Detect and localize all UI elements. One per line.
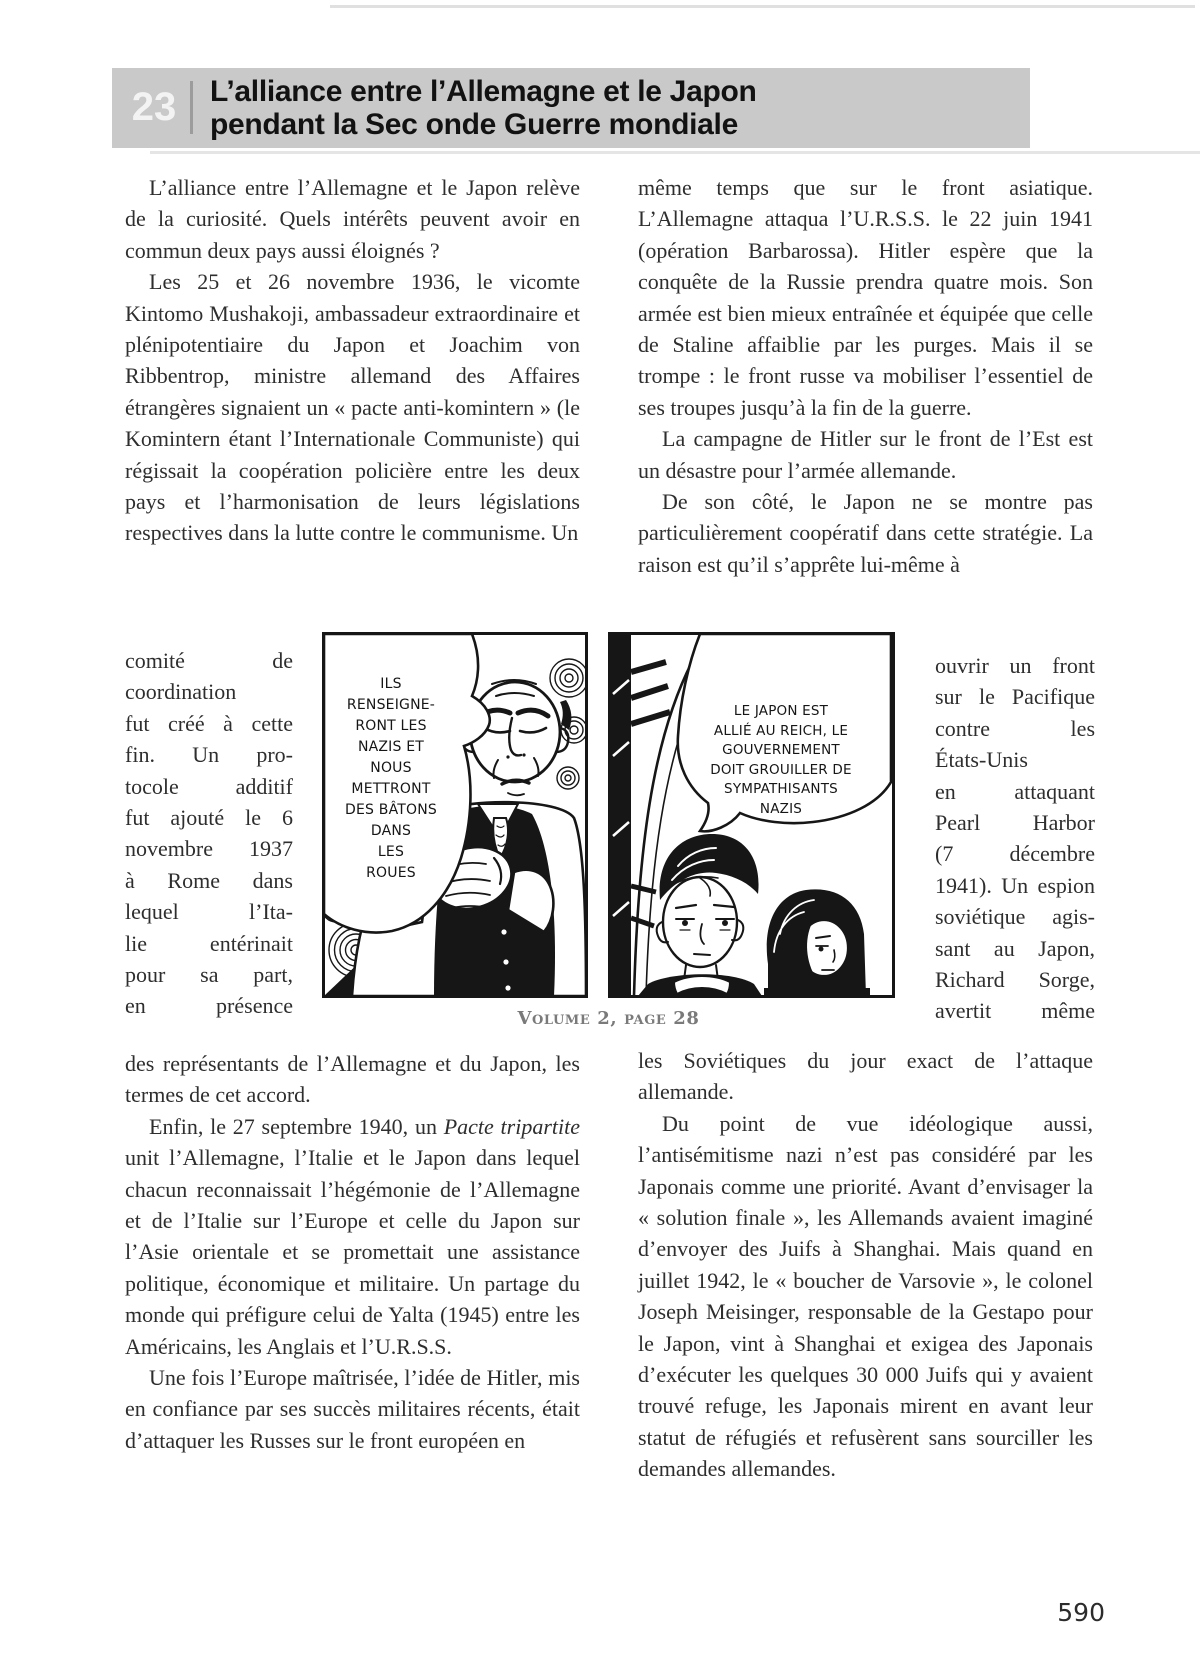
text-line: ALLIÉ AU REICH, LE [713, 722, 849, 739]
paragraph [638, 172, 1093, 423]
paragraph [638, 1045, 1093, 1108]
text-line: fut ajouté le 6 [125, 805, 293, 831]
paragraph [125, 266, 580, 549]
text-segment: Enfin, le 27 septembre 1940, un [149, 1113, 444, 1139]
text-line: ROUES [366, 865, 416, 881]
right-column-beside-image [935, 650, 1095, 1027]
chapter-title-line1: L’alliance entre l’Allemagne et le Japon [210, 75, 757, 108]
paragraph [638, 486, 1093, 580]
text-line: LE JAPON EST [733, 703, 829, 719]
text-line: soviétique agis- [935, 904, 1095, 930]
text-line: en attaquant [935, 778, 1095, 804]
speech-bubble-right [678, 702, 884, 819]
right-column-bottom [638, 1045, 1093, 1485]
text-segment: L’alliance entre l’Allemagne et le Japon relève de la curiosité. Quels intérêts peuvent avoir en commun deux pays aussi éloignés ? [125, 175, 580, 263]
text-line: comité de [125, 648, 293, 673]
paragraph [638, 1108, 1093, 1485]
paragraph [125, 1362, 580, 1456]
text-line: fin. Un pro- [125, 742, 293, 768]
text-line: GOUVERNEMENT [722, 742, 840, 758]
text-line: 1941). Un espion [935, 872, 1095, 898]
text-segment: Pacte tripartite [443, 1113, 580, 1139]
text-segment: De son côté, le Japon ne se montre pas particulièrement coopératif dans cette stratégie. La raison est qu’il s’apprête lui-même à [638, 489, 1093, 577]
text-segment: des représentants de l’Allemagne et du Japon, les termes de cet accord. [125, 1051, 580, 1108]
text-line: tocole additif [125, 773, 293, 799]
text-segment: Les 25 et 26 novembre 1936, le vicomte Kintomo Mushakoji, ambassadeur extraordinaire et plénipotentiaire du Japon et Joachim von Ribbentrop, ministre allemand des Affaires étrangères signaient un « pacte anti-komintern » (le Komintern étant l’Internationale Communiste) qui régissait la coopération policière entre les deux pays et l’harmonisation de leurs législations respectives dans la lutte contre le communisme. Un [125, 269, 580, 546]
text-segment: unit l’Allemagne, l’Italie et le Japon dans lequel chacun reconnaissait l’hégémonie de l’Allemagne et de l’Italie sur l’Europe et celle du Japon sur l’Asie orientale et se promettait une assistance politique, économique et militaire. Un partage du monde qui préfigure celui de Yalta (1945) entre les Américains, les Anglais et l’U.R.S.S. [125, 1145, 580, 1359]
chapter-title-line2: pendant la Sec onde Guerre mondiale [210, 108, 738, 141]
text-line: SYMPATHISANTS [724, 781, 838, 797]
paragraph [125, 1111, 580, 1362]
text-line: RENSEIGNE- [346, 697, 436, 713]
text-line: DOIT GROUILLER DE [710, 761, 852, 778]
chapter-title [210, 75, 757, 141]
text-line: sant au Japon, [935, 935, 1095, 961]
text-line: METTRONT [351, 781, 431, 797]
scan-artifact-line [150, 151, 1200, 154]
text-line: coordination [125, 679, 237, 705]
text-line: lie entérinait [125, 930, 293, 956]
text-line: DANS [370, 823, 412, 839]
left-column-beside-image [125, 645, 293, 1022]
text-line: NAZIS [759, 800, 803, 817]
text-line: novembre 1937 [125, 836, 293, 862]
text-segment: même temps que sur le front asiatique. L’Allemagne attaqua l’U.R.S.S. le 22 juin 1941 (opération Barbarossa). Hitler espère que la conquête de la Russie prendra quatre mois. Son armée est bien mieux entraînée et équipée que celle de Staline affaiblie par les purges. Mais il se trompe : le front russe va mobiliser l’essentiel de ses troupes jusqu’à la fin de la guerre. [638, 175, 1093, 420]
right-column-top [638, 172, 1093, 580]
text-line: ouvrir un front [935, 653, 1095, 678]
paragraph [125, 1048, 580, 1111]
text-segment: La campagne de Hitler sur le front de l’Est est un désastre pour l’armée allemande. [638, 426, 1093, 483]
text-line: en présence [125, 993, 293, 1019]
text-segment: Du point de vue idéologique aussi, l’antisémitisme nazi n’est pas considéré par les Japonais comme une priorité. Avant d’envisager la « solution finale », les Allemands avaient imaginé d’envoyer des Juifs à Shanghai. Mais quand en juillet 1942, le « boucher de Varsovie », le colonel Joseph Meisinger, responsable de la Gestapo pour le Japon, vint à Shanghai et exigea des Japonais d’exécuter les quelques 30 000 Juifs qui y avaient trouvé refuge, les Japonais mirent en avant leur statut de réfugiés et refusèrent sans sourciller les demandes allemandes. [638, 1110, 1093, 1482]
scan-artifact-line [330, 5, 1195, 8]
comic-caption: Volume 2, page 28 [517, 1008, 700, 1029]
paragraph [638, 423, 1093, 486]
speech-bubble-left [328, 674, 454, 884]
text-line: pour sa part, [125, 962, 293, 988]
chapter-number: 23 [131, 85, 177, 129]
text-line: NAZIS ET [357, 739, 425, 755]
text-line: contre les [935, 715, 1095, 741]
text-line: LES [377, 844, 405, 860]
chapter-header-band [112, 68, 1030, 148]
text-line: ILS [380, 676, 402, 692]
text-line: RONT LES [355, 718, 427, 734]
paragraph [125, 172, 580, 266]
text-line: Pearl Harbor [935, 810, 1095, 836]
text-line: (7 décembre [935, 841, 1095, 867]
text-line: NOUS [370, 760, 412, 776]
left-column-top [125, 172, 580, 549]
text-line: à Rome dans [125, 867, 293, 893]
text-line: DES BÂTONS [345, 802, 437, 818]
page-number: 590 [1057, 1598, 1105, 1627]
text-line: avertit même [935, 998, 1095, 1024]
text-line: lequel l’Ita- [125, 899, 293, 925]
left-column-bottom [125, 1048, 580, 1456]
text-line: fut créé à cette [125, 710, 293, 736]
text-line: Richard Sorge, [935, 967, 1095, 993]
text-line: États-Unis [935, 747, 1028, 773]
header-separator [190, 81, 193, 134]
text-segment: Une fois l’Europe maîtrisée, l’idée de Hitler, mis en confiance par ses succès militaires récents, était d’attaquer les Russes sur le front européen en [125, 1365, 580, 1453]
comic-illustration [322, 632, 895, 998]
text-line: sur le Pacifique [935, 684, 1095, 710]
text-segment: les Soviétiques du jour exact de l’attaque allemande. [638, 1048, 1093, 1105]
